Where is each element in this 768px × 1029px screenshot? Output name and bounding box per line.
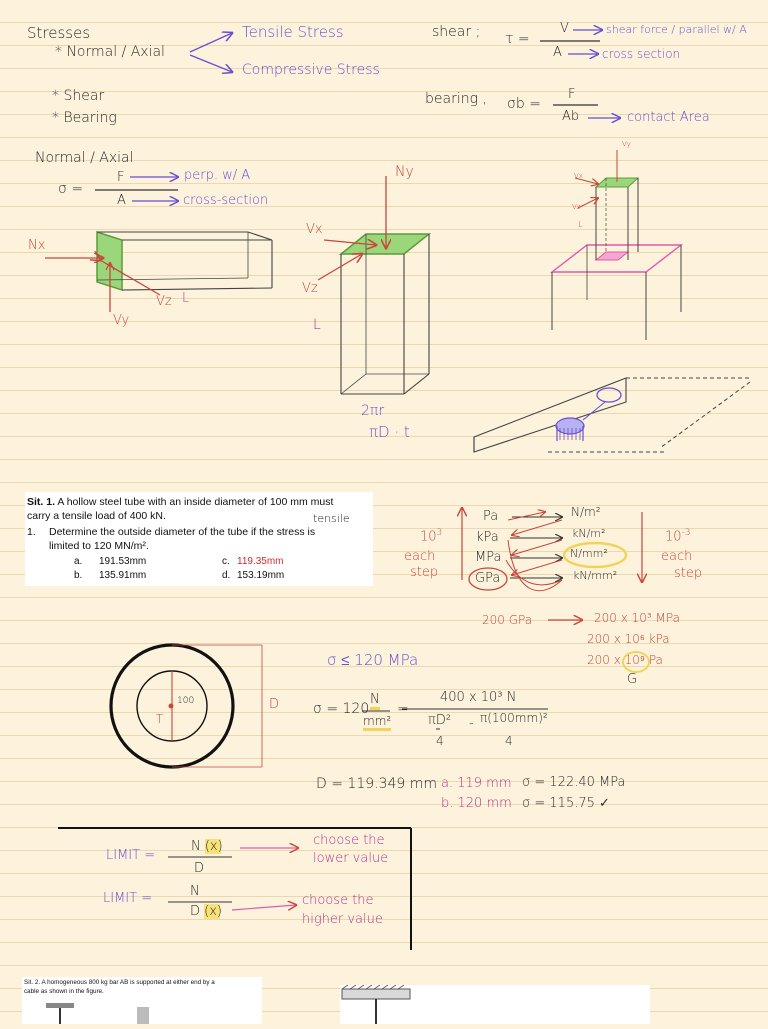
- choice-a-label: a.: [74, 556, 83, 567]
- circle-100-label: 100: [177, 696, 195, 706]
- answer-b: b. 120 mm: [441, 796, 512, 811]
- choice-b-label: b.: [74, 570, 83, 581]
- eq-mm2: mm²: [363, 714, 391, 731]
- eq-den1b: 4: [436, 734, 444, 748]
- step-up: step: [410, 565, 439, 580]
- shear-force-note: shear force / parallel w/ A: [606, 23, 747, 36]
- circle-T-label: T: [156, 712, 164, 726]
- normal-A: A: [117, 193, 126, 208]
- small-L: L: [578, 220, 583, 229]
- cross-section-note: cross section: [602, 47, 681, 61]
- small-Vy: Vy: [622, 140, 631, 148]
- choose-higher-1: choose the: [302, 893, 374, 908]
- sigma-equals: σ =: [58, 181, 84, 197]
- stresses-heading: Stresses: [27, 24, 91, 42]
- conv-kpa: 200 x 10⁶ kPa: [587, 632, 670, 646]
- choose-lower-1: choose the: [313, 833, 385, 848]
- eq-lhs: σ = 120: [313, 701, 370, 717]
- brace-arrow-top: [190, 33, 232, 52]
- normal-F: F: [117, 170, 125, 185]
- choice-a-value: 191.53mm: [99, 556, 147, 567]
- sigma-b-equals: σb =: [507, 96, 541, 112]
- problem-line-1: A hollow steel tube with an inside diameter of 100 mm must: [57, 496, 334, 508]
- small-Vz: Vz: [572, 203, 581, 211]
- label-Vy: Vy: [113, 313, 130, 328]
- limit-2-num: N: [190, 884, 200, 899]
- limit-2-den: D (x): [190, 904, 222, 919]
- unit-kPa: kPa: [476, 530, 499, 545]
- eq-equals: =: [397, 701, 409, 717]
- choice-d-value: 153.19mm: [237, 570, 285, 581]
- tube-cross-section: [111, 645, 262, 767]
- bearing-item: * Bearing: [52, 110, 117, 126]
- small-Vx: Vx: [574, 172, 583, 180]
- sigma-b: σ = 115.75 ✓: [522, 796, 610, 811]
- conv-pa: 200 x 10⁹ Pa: [587, 653, 663, 667]
- eq-minus: -: [469, 716, 474, 731]
- compressive-stress-label: Compressive Stress: [242, 62, 380, 78]
- table-column-sketch: [552, 150, 681, 340]
- eq-N: N: [370, 692, 380, 710]
- plate-bolt-sketch: [474, 378, 750, 452]
- step-down: step: [674, 566, 703, 581]
- bearing-label: bearing ,: [425, 91, 487, 107]
- label-pi-D-t: πD · t: [369, 423, 410, 441]
- sit2-figure-box: [340, 985, 650, 1024]
- each-up: each: [404, 549, 436, 564]
- sigma-a: σ = 122.40 MPa: [522, 775, 626, 790]
- normal-axial-item: * Normal / Axial: [55, 44, 165, 60]
- unit-N-m2: N/m²: [571, 505, 601, 519]
- vertical-prism: [318, 176, 429, 394]
- choice-c-value: 119.35mm: [237, 556, 284, 567]
- brace-arrow-bot: [190, 55, 232, 72]
- answer-a: a. 119 mm: [441, 776, 512, 791]
- conv-mpa: 200 x 10³ MPa: [594, 611, 680, 625]
- label-Vx: Vx: [306, 222, 323, 237]
- g-highlight: [622, 651, 650, 673]
- limit-1-label: LIMIT =: [106, 848, 156, 863]
- stress-limit: σ ≤ 120 MPa: [327, 651, 419, 669]
- perp-note: perp. w/ A: [184, 168, 251, 183]
- giga-G: G: [627, 672, 638, 687]
- limit-2-label: LIMIT =: [103, 891, 153, 906]
- question-line-1: Determine the outside diameter of the tube if the stress is: [49, 526, 316, 538]
- conv-200gpa: 200 GPa: [482, 613, 533, 627]
- shear-item: * Shear: [52, 88, 105, 104]
- tensile-stress-label: Tensile Stress: [242, 23, 344, 41]
- unit-MPa: MPa: [475, 550, 502, 565]
- question-line-2: limited to 120 MN/m².: [49, 540, 149, 552]
- bearing-Ab: Ab: [562, 109, 580, 124]
- limit-1-num: N (x): [191, 839, 223, 854]
- label-L2: L: [313, 317, 321, 333]
- sit2-line-2: cable as shown in the figure.: [24, 988, 104, 995]
- choose-lower-2: lower value: [313, 851, 389, 866]
- tensile-handnote: tensile: [313, 512, 350, 525]
- choice-d-label: d.: [222, 570, 231, 581]
- result-D: D = 119.349 mm: [316, 776, 438, 792]
- choice-c-label: c.: [222, 556, 230, 567]
- problem-sit2-box: [22, 977, 262, 1024]
- cross-section-note-2: cross-section: [183, 193, 269, 208]
- choice-b-value: 135.91mm: [99, 570, 147, 581]
- sit2-figure-right: [340, 985, 650, 1024]
- label-2pi-r: 2πr: [361, 403, 385, 419]
- unit-kN-mm2: kN/mm²: [573, 569, 618, 582]
- label-L: L: [182, 291, 190, 306]
- limit-1-den: D: [194, 861, 205, 876]
- shear-V: V: [560, 21, 569, 36]
- contact-area-note: contact Area: [627, 110, 710, 125]
- unit-kN-m2: kN/m²: [572, 527, 606, 540]
- tau-equals: τ =: [505, 31, 530, 47]
- label-Vz2: Vz: [302, 281, 318, 296]
- label-Vz: Vz: [156, 294, 172, 309]
- eq-den2: π(100mm)²: [480, 711, 548, 725]
- problem-text-1: [27, 496, 333, 508]
- problem-line-2: carry a tensile load of 400 kN.: [27, 510, 166, 522]
- shear-A: A: [553, 45, 562, 60]
- label-Ny: Ny: [395, 164, 414, 180]
- sit2-figure-left: [42, 1001, 152, 1024]
- bearing-F: F: [568, 87, 576, 102]
- unit-Pa: Pa: [483, 509, 499, 524]
- normal-axial-heading: Normal / Axial: [35, 150, 134, 166]
- choose-higher-2: higher value: [302, 912, 383, 927]
- outer-D-label: D: [269, 697, 280, 712]
- shear-label: shear ;: [432, 24, 481, 40]
- sit-label: Sit. 1.: [27, 496, 56, 508]
- eq-den2b: 4: [505, 734, 513, 748]
- eq-den1: πD²: [428, 713, 452, 728]
- factor-down: $10^{-3}$: [665, 528, 691, 545]
- each-down: each: [661, 549, 693, 564]
- factor-up: $10^3$: [420, 528, 443, 545]
- question-number: 1.: [27, 526, 36, 538]
- label-Nx: Nx: [28, 238, 46, 253]
- eq-numerator: 400 x 10³ N: [440, 690, 517, 705]
- unit-GPa: GPa: [475, 571, 501, 586]
- sit2-line-1: Sit. 2. A homogeneous 800 kg bar AB is supported at either end by a: [24, 979, 215, 986]
- problem-sit1-box: [25, 492, 373, 586]
- unit-N-mm2: N/mm²: [570, 547, 608, 560]
